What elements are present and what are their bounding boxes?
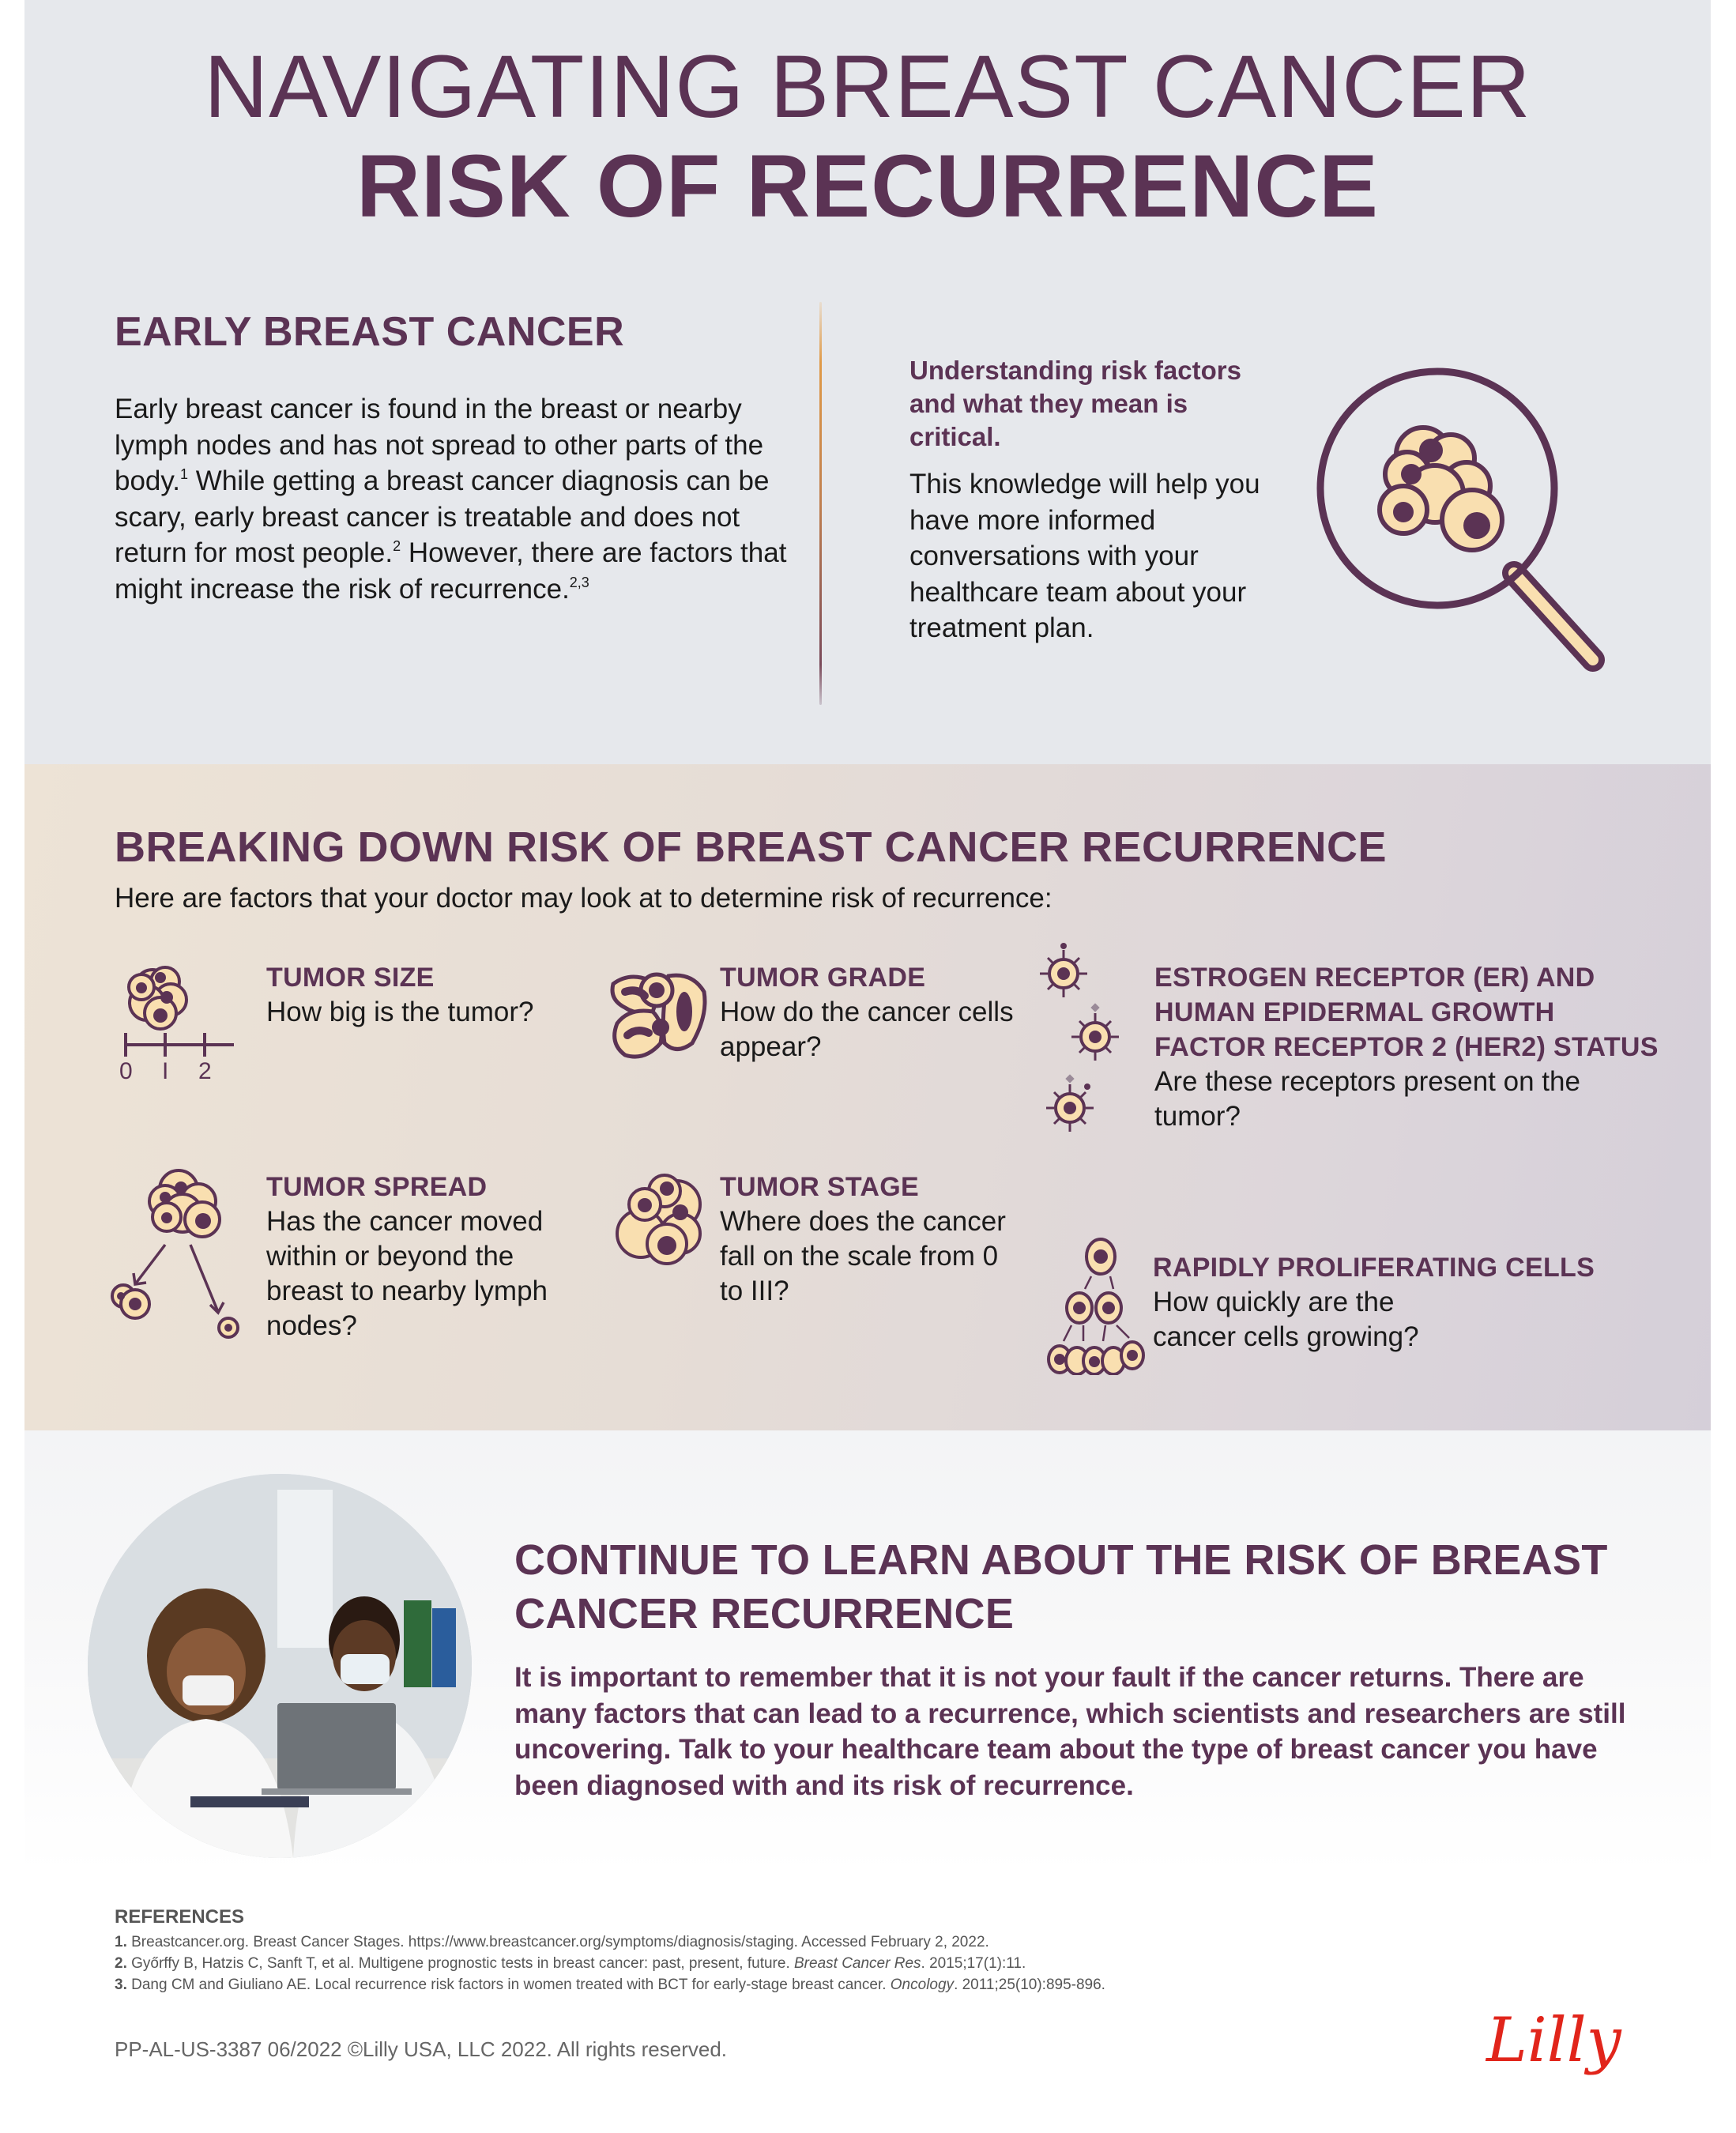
- page-title-line2: RISK OF RECURRENCE: [356, 137, 1379, 236]
- factor-tumor-spread: [266, 1170, 598, 1343]
- factor-description: How quickly are the cancer cells growing?: [1153, 1287, 1419, 1352]
- understanding-lead: Understanding risk factors and what they mean is critical.: [909, 356, 1241, 451]
- doctor-patient-photo: [88, 1474, 472, 1858]
- factor-receptor-status: [1154, 960, 1660, 1134]
- factor-description: Has the cancer moved within or beyond the breast to nearby lymph nodes?: [266, 1206, 548, 1341]
- factor-description: Where does the cancer fall on the scale from 0 to III?: [720, 1206, 1006, 1306]
- factor-description: How big is the tumor?: [266, 997, 534, 1027]
- body-text: While getting a breast cancer diagnosis can be scary, early breast cancer is treatable and does not return for most people.: [115, 465, 770, 568]
- tumor-stage-icon: [613, 1169, 708, 1268]
- factor-title: TUMOR STAGE: [720, 1172, 919, 1202]
- scale-label: 0: [119, 1058, 133, 1080]
- early-breast-cancer-heading: EARLY BREAST CANCER: [115, 309, 625, 355]
- vertical-divider: [819, 302, 822, 705]
- factor-title: TUMOR SIZE: [266, 963, 435, 993]
- breakdown-subtitle: Here are factors that your doctor may look at to determine risk of recurrence:: [115, 883, 1053, 914]
- infographic-page: [24, 0, 1711, 2133]
- svg-text:Lilly: Lilly: [1486, 2005, 1621, 2076]
- receptor-cells-icon: [1028, 938, 1170, 1151]
- lilly-logo: [1478, 1999, 1636, 2086]
- body-text: However, there are factors that might increase the risk of recurrence.: [115, 537, 787, 605]
- body-text: Early breast cancer is found in the breast or nearby lymph nodes and has not spread to other parts of the body.: [115, 394, 764, 496]
- page-title-line1: NAVIGATING BREAST CANCER: [204, 37, 1531, 136]
- reference-item: 2. Győrffy B, Hatzis C, Sanft T, et al. Multigene prognostic tests in breast cancer: past, present, future. Breast Cancer Res. 2015;17(1):11.: [115, 1955, 1026, 1972]
- factor-proliferating-cells: [1153, 1250, 1659, 1355]
- scale-label: I: [162, 1058, 169, 1080]
- magnifier-cells-icon: [1297, 348, 1613, 680]
- footnote-ref: 2,3: [569, 574, 589, 590]
- factor-title: ESTROGEN RECEPTOR (ER) AND HUMAN EPIDERMAL GROWTH FACTOR RECEPTOR 2 (HER2) STATUS: [1154, 963, 1659, 1062]
- early-breast-cancer-body: [115, 391, 794, 607]
- factor-tumor-grade: [720, 960, 1020, 1065]
- references: [115, 1906, 1616, 1995]
- breakdown-heading: BREAKING DOWN RISK OF BREAST CANCER RECURRENCE: [115, 823, 1388, 871]
- reference-item: 3. Dang CM and Giuliano AE. Local recurrence risk factors in women treated with BCT for early-stage breast cancer. Oncology. 2011;25(10):895-896.: [115, 1977, 1105, 1993]
- understanding-body: This knowledge will help you have more informed conversations with your healthcare team about your treatment plan.: [909, 469, 1260, 643]
- continue-heading: CONTINUE TO LEARN ABOUT THE RISK OF BREAST CANCER RECURRENCE: [514, 1536, 1608, 1637]
- footnote-ref: 2: [393, 538, 401, 554]
- risk-factors-section: [24, 764, 1711, 1430]
- factor-tumor-size: [266, 960, 582, 1030]
- factor-title: RAPIDLY PROLIFERATING CELLS: [1153, 1253, 1595, 1283]
- continue-learning-section: [24, 1430, 1711, 1873]
- footnote-ref: 1: [180, 466, 189, 482]
- factor-title: TUMOR SPREAD: [266, 1172, 488, 1202]
- legal-notice: PP-AL-US-3387 06/2022 ©Lilly USA, LLC 2022. All rights reserved.: [115, 2037, 727, 2061]
- continue-body: It is important to remember that it is not your fault if the cancer returns. There are many factors that can lead to a recurrence, which scientists and researchers are still uncovering. Talk to your healthcare team about the type of breast cancer you have been diagnosed with and its risk of recurrence.: [514, 1662, 1626, 1801]
- factor-description: Are these receptors present on the tumor?: [1154, 1066, 1580, 1132]
- tumor-grade-icon: [605, 968, 716, 1063]
- page-title: [24, 37, 1711, 236]
- factor-description: How do the cancer cells appear?: [720, 997, 1014, 1062]
- intro-section: [24, 0, 1711, 764]
- references-heading: REFERENCES: [115, 1906, 245, 1928]
- factor-title: TUMOR GRADE: [720, 963, 926, 993]
- tumor-size-icon: [104, 954, 238, 1080]
- tumor-spread-icon: [104, 1166, 277, 1340]
- reference-item: 1. Breastcancer.org. Breast Cancer Stages. https://www.breastcancer.org/symptoms/diagnosis/staging. Accessed February 2, 2022.: [115, 1934, 989, 1950]
- proliferating-cells-icon: [1044, 1237, 1162, 1375]
- scale-label: 2: [198, 1058, 212, 1080]
- factor-tumor-stage: [720, 1170, 1020, 1309]
